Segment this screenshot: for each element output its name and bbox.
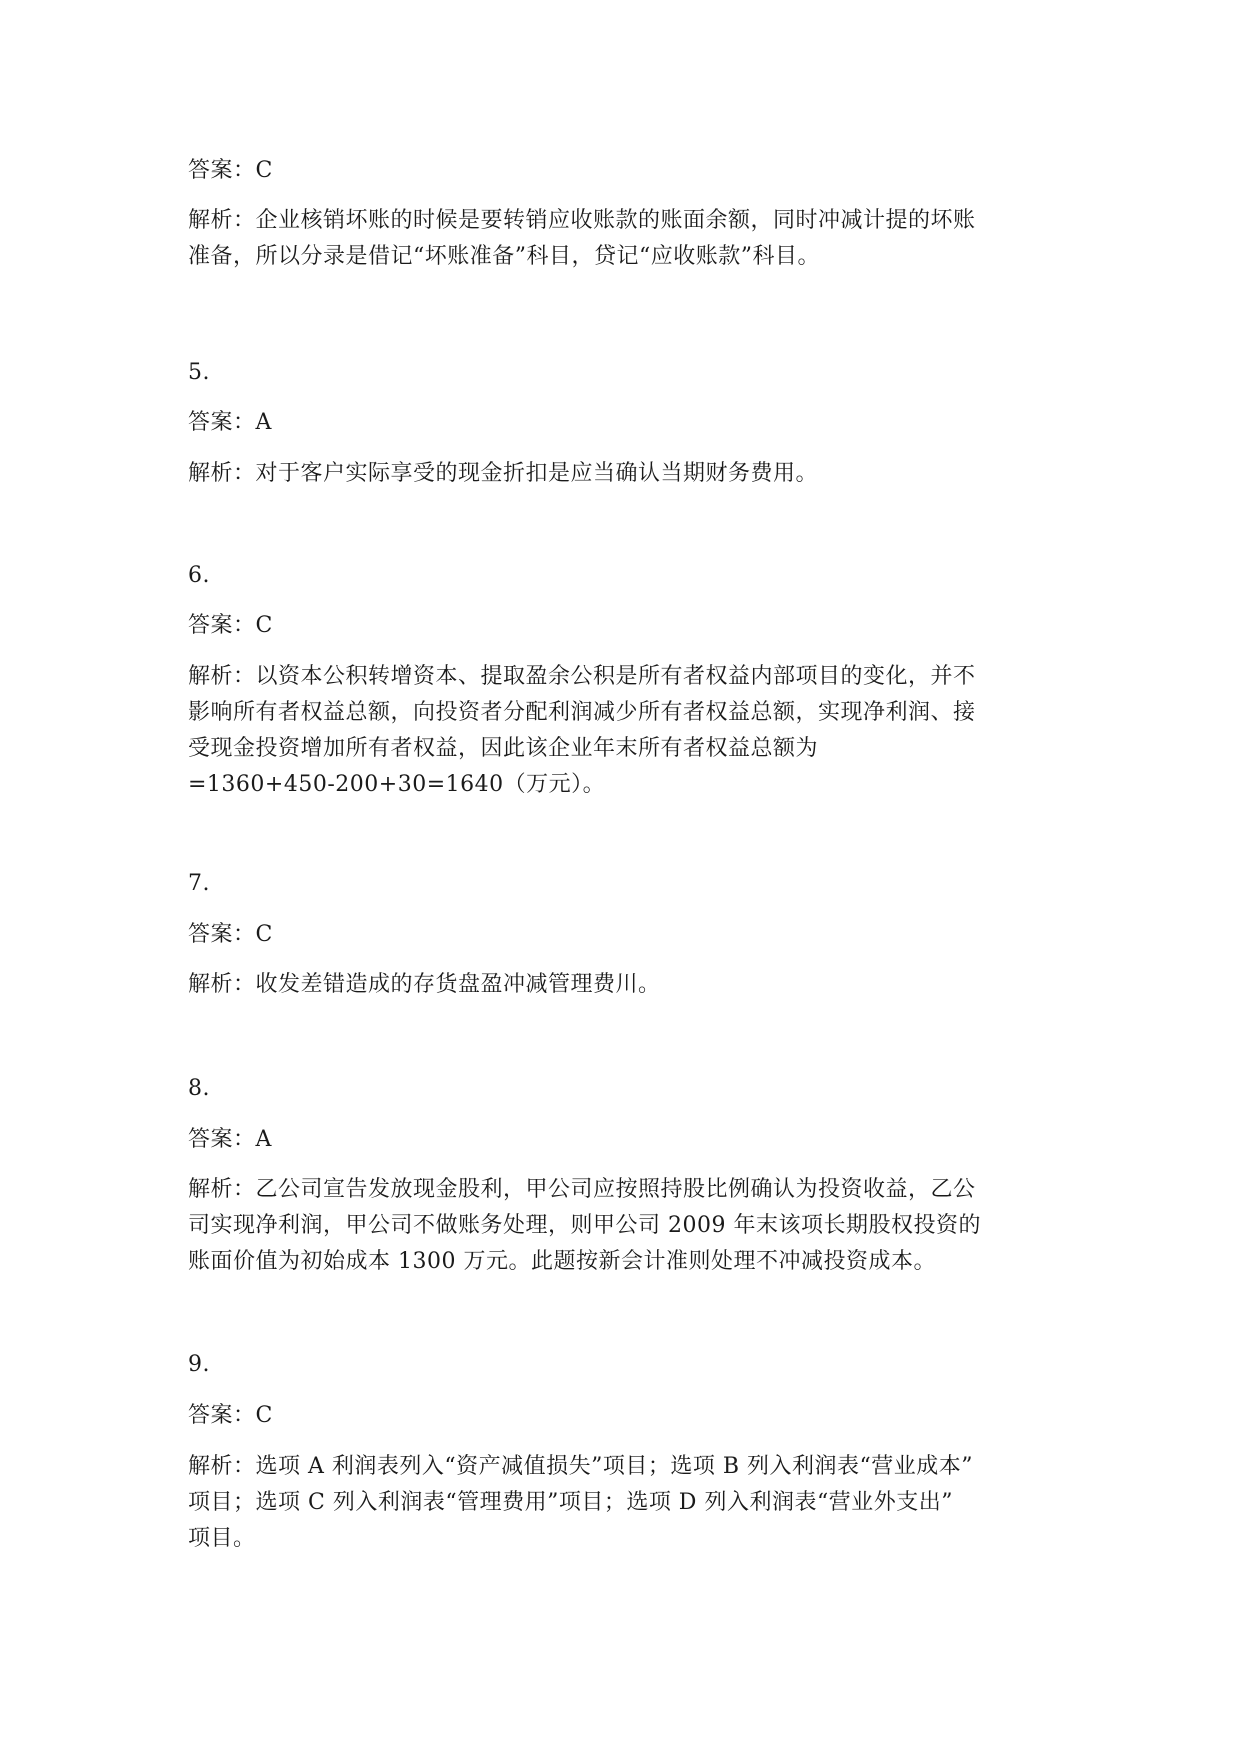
- analysis-paragraph: [188, 659, 1068, 803]
- analysis-line: 准备，所以分录是借记“坏账准备”科目，贷记“应收账款”科目。: [188, 244, 820, 269]
- answer-line: 答案：C: [188, 158, 273, 183]
- question-number: 7.: [188, 871, 210, 896]
- analysis-line: =1360+450-200+30=1640（万元）。: [188, 772, 606, 797]
- answer-line: 答案：C: [188, 922, 273, 947]
- analysis-line: 受现金投资增加所有者权益，因此该企业年末所有者权益总额为: [188, 736, 819, 761]
- analysis-line: 项目；选项 C 列入利润表“管理费用”项目；选项 D 列入利润表“营业外支出”: [188, 1490, 953, 1515]
- question-number: 8.: [188, 1076, 210, 1101]
- analysis-line: 解析：收发差错造成的存货盘盈冲减管理费川。: [188, 972, 661, 997]
- analysis-line: 司实现净利润，甲公司不做账务处理，则甲公司 2009 年末该项长期股权投资的: [188, 1213, 981, 1238]
- analysis-line: 项目。: [188, 1526, 256, 1551]
- question-number: 9.: [188, 1352, 210, 1377]
- answer-line: 答案：C: [188, 1403, 273, 1428]
- analysis-line: 影响所有者权益总额，向投资者分配利润减少所有者权益总额，实现净利润、接: [188, 700, 976, 725]
- analysis-line: 解析：企业核销坏账的时候是要转销应收账款的账面余额，同时冲减计提的坏账: [188, 208, 976, 233]
- analysis-line: 解析：对于客户实际享受的现金折扣是应当确认当期财务费用。: [188, 461, 819, 486]
- analysis-line: 解析：选项 A 利润表列入“资产减值损失”项目；选项 B 列入利润表“营业成本”: [188, 1454, 974, 1479]
- analysis-line: 解析：以资本公积转增资本、提取盈余公积是所有者权益内部项目的变化，并不: [188, 664, 976, 689]
- analysis-line: 账面价值为初始成本 1300 万元。此题按新会计准则处理不冲减投资成本。: [188, 1249, 936, 1274]
- analysis-paragraph: [188, 967, 1068, 1003]
- analysis-paragraph: [188, 203, 1068, 275]
- answer-line: 答案：A: [188, 410, 272, 435]
- answer-line: 答案：C: [188, 613, 273, 638]
- analysis-line: 解析：乙公司宣告发放现金股利，甲公司应按照持股比例确认为投资收益，乙公: [188, 1177, 976, 1202]
- answer-line: 答案：A: [188, 1127, 272, 1152]
- question-number: 6.: [188, 563, 210, 588]
- question-number: 5.: [188, 360, 210, 385]
- analysis-paragraph: [188, 1449, 1068, 1557]
- analysis-paragraph: [188, 456, 1068, 492]
- analysis-paragraph: [188, 1172, 1068, 1280]
